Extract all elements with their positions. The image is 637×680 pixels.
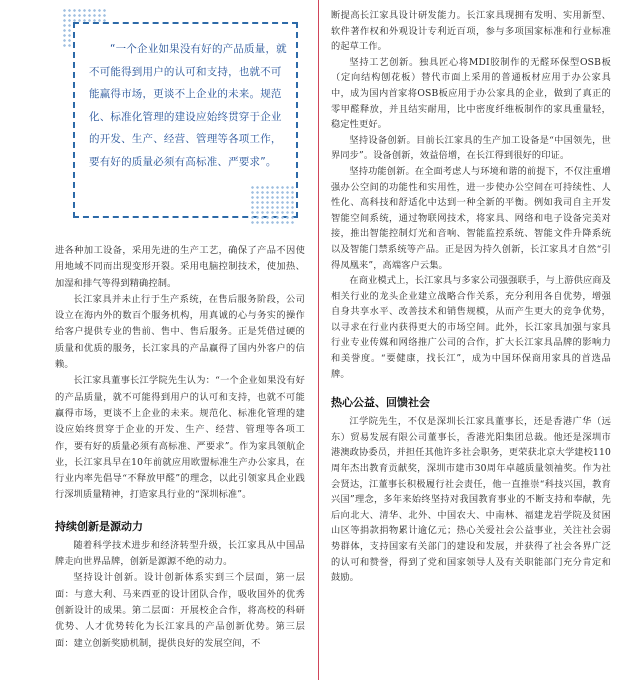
paragraph: 江学院先生，不仅是深圳长江家具董事长，还是香港广华（远东）贸易发展有限公司董事长，香港光阳集团总裁。他还是深圳市港澳政协委员，并担任其他许多社会职务，更荣获北京大学建校110周年杰出教育贡献奖，深圳市建市30周年卓越质量领袖奖。作为社会贤达，江董事长积极履行社会责任，他一直推崇“科技兴国，教育兴国”理念，多年来始终坚持对我国教育事业的不断支持和奉献，先后向北大、清华、北外、中国农大、中南林、福建龙岩学院及贫困山区等捐款捐物累计逾亿元；热心关爱社会公益事业，关注社会弱势群体，支持国家有关部门的建设和发展，并获得了社会各界广泛的认可和赞誉，得到了党和国家领导人及有关职能部门充分肯定和鼓励。 <box>331 416 611 584</box>
paragraph: 长江家具董事长江学院先生认为：“一个企业如果没有好的产品质量，就不可能得到用户的认可和支持，也就不可能赢得市场，更谈不上企业的未来。规范化、标准化管理的建设应始终贯穿于企业的开发、生产、经营、管理等各项工作，要有好的质量必须有高标准、严要求”。作为家具领航企业，长江家具早在10年前就应用欧盟标准生产办公家具，在行业内率先倡导“不释放甲醛”的理念，以此引领家具企业践行深圳质量精神，打造家具行业的“深圳标准”。 <box>55 375 305 501</box>
paragraph: 坚持工艺创新。独具匠心将MDI胶制作的无醛环保型OSB板（定向结构刨花板）替代市面上采用的普通板材应用于办公家具中，成为国内首家将OSB板应用于办公家具的企业，做到了真正的零甲醛释放，并且结实耐用，比中密度纤维板制作的家具重量轻，稳定性更好。 <box>331 56 611 131</box>
column-divider <box>318 0 319 680</box>
paragraph: 在商业模式上，长江家具与多家公司强强联手，与上游供应商及相关行业的龙头企业建立战略合作关系，充分利用各自优势，增强自身共享水平、改善技术和销售规模，从而产生更大的竞争优势，以寻求在行业内获得更大的市场空间。此外，长江家具加强与家具行业专业传媒和网络推广公司的合作，扩大长江家具品牌的影响力和美誉度。“要健康，找长江”，成为中国环保商用家具的首选品牌。 <box>331 275 611 380</box>
paragraph: 断提高长江家具设计研发能力。长江家具现拥有发明、实用新型、软件著作权和外观设计专利近百项，参与多项国家标准和行业标准的起草工作。 <box>331 10 611 53</box>
paragraph: 坚持功能创新。在全面考虑人与环境和谐的前提下，不仅注重增强办公空间的功能性和实用性，进一步使办公空间在可持续性、人性化、高科技和舒适化中达到一种全新的平衡。例如我司自主开发智能空间系统，通过物联网技术，将家具、网络和电子设备完美对接，推出智能控制灯光和音响、智能监控系统、智能文件升降系统以及智能门禁系统等产品。正是因为持久创新，长江家具才自然“引得凤凰来”，高端客户云集。 <box>331 165 611 271</box>
paragraph: 坚持设计创新。设计创新体系实到三个层面，第一层面：与意大利、马来西亚的设计团队合作，吸收国外的优秀创新设计的成果。第二层面：开展校企合作，将高校的科研优势、人才优势转化为长江家具的产品创新优势。第三层面：建立创新奖励机制，提供良好的发展空间，不 <box>55 572 305 649</box>
left-column <box>55 243 305 652</box>
paragraph: 进各种加工设备，采用先进的生产工艺，确保了产品不因使用地域不同而出现变形开裂。采用电脑控制技术，使加热、加湿和排气等得到精确控制。 <box>55 245 305 289</box>
section-heading: 持续创新是源动力 <box>55 519 143 533</box>
pull-quote-text: “一个企业如果没有好的产品质量，就不可能得到用户的认可和支持，也就不可能赢得市场，更谈不上企业的未来。规范化、标准化管理的建设应始终贯穿于企业的开发、生产、经营、管理等各项工作，要有好的质量必须有高标准、严要求”。 <box>89 43 287 168</box>
section-heading: 热心公益、回馈社会 <box>331 396 430 410</box>
paragraph: 坚持设备创新。目前长江家具的生产加工设备是“中国领先，世界同步”。设备创新，效益倍增，在长江得到很好的印证。 <box>331 134 611 162</box>
paragraph: 随着科学技术进步和经济转型升级，长江家具从中国品牌走向世界品牌，创新是源源不绝的动力。 <box>55 539 305 568</box>
decorative-dots <box>250 185 296 225</box>
paragraph: 长江家具并未止行于生产系统，在售后服务阶段，公司设立在海内外的数百个服务机构，用真诚的心与务实的操作给客户提供专业的售前、售中、售后服务。正是凭借过硬的质量和优质的服务，长江家具的产品赢得了国内外客户的信赖。 <box>55 293 305 371</box>
right-column <box>331 8 611 586</box>
